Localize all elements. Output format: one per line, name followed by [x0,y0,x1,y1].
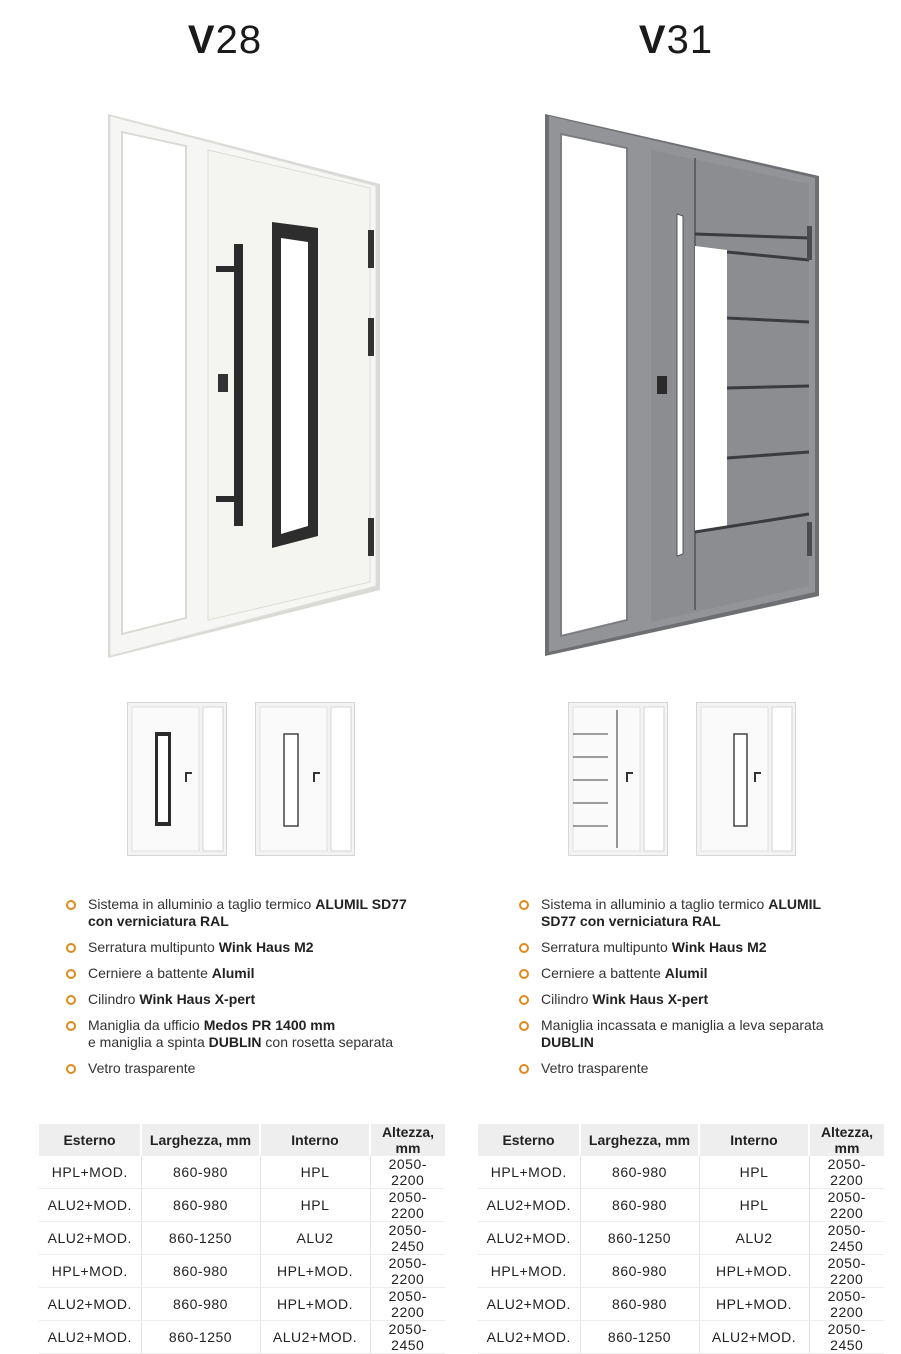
door-render-v28 [100,108,390,668]
feature-text-bold: ALUMIL [768,896,822,912]
feature-text-bold: Alumil [664,965,708,981]
table-row [478,1189,884,1222]
feature-text-bold: Wink Haus M2 [218,939,314,955]
table-cell: 2050-2450 [809,1222,884,1255]
table-cell: HPL [699,1189,809,1222]
table-row [39,1321,445,1354]
feature-item [64,896,434,930]
feature-text: e maniglia a spinta [88,1034,209,1050]
column-header: Esterno [39,1124,141,1156]
table-cell: 860-980 [580,1189,699,1222]
bullet-icon [66,943,76,953]
variant-thumbnail-black-frame [127,702,227,856]
table-cell: ALU2+MOD. [699,1321,809,1354]
variant-thumbnail-plain [696,702,796,856]
table-cell: HPL+MOD. [39,1156,141,1189]
column-header: Altezza, mm [809,1124,884,1156]
variant-thumbnail-grooved [568,702,668,856]
table-cell: HPL [699,1156,809,1189]
feature-text-bold: Wink Haus X-pert [592,991,709,1007]
table-row [478,1321,884,1354]
model-title [0,18,450,63]
table-row [478,1255,884,1288]
bullet-icon [519,995,529,1005]
table-cell: 860-1250 [580,1321,699,1354]
table-cell: HPL [260,1189,370,1222]
table-cell: 2050-2200 [370,1255,445,1288]
table-cell: 2050-2450 [809,1321,884,1354]
feature-text-bold: Wink Haus X-pert [139,991,256,1007]
feature-text: Cerniere a battente [88,965,212,981]
feature-text: Sistema in alluminio a taglio termico [88,896,316,912]
feature-text-bold: Medos PR 1400 mm [203,1017,336,1033]
feature-text-bold: DUBLIN [541,1034,594,1050]
bullet-icon [519,900,529,910]
feature-item [64,991,434,1008]
table-cell: 860-980 [141,1255,260,1288]
feature-text-bold: Wink Haus M2 [671,939,767,955]
door-render-v31 [543,108,823,660]
bullet-icon [66,900,76,910]
table-header-row [478,1124,884,1156]
table-row [478,1222,884,1255]
table-row [39,1222,445,1255]
table-row [39,1288,445,1321]
feature-text: Cerniere a battente [541,965,665,981]
table-row [39,1156,445,1189]
feature-text: con rosetta separata [261,1034,394,1050]
table-cell: 2050-2200 [809,1288,884,1321]
feature-item [517,965,887,982]
bullet-icon [66,1021,76,1031]
table-cell: ALU2+MOD. [39,1222,141,1255]
feature-item [64,939,434,956]
table-cell: 2050-2450 [370,1321,445,1354]
table-cell: 860-980 [580,1156,699,1189]
spec-table-v28 [39,1124,445,1354]
feature-text: Cilindro [541,991,593,1007]
column-header: Interno [260,1124,370,1156]
bullet-icon [519,1064,529,1074]
spec-table-v31 [478,1124,884,1354]
table-cell: HPL+MOD. [478,1255,580,1288]
table-row [478,1288,884,1321]
bullet-icon [519,969,529,979]
table-cell: 860-980 [580,1288,699,1321]
table-cell: ALU2 [699,1222,809,1255]
column-header: Interno [699,1124,809,1156]
feature-text-bold: con verniciatura RAL [88,913,229,929]
table-row [39,1189,445,1222]
model-column-v31 [451,0,901,1353]
table-cell: ALU2+MOD. [260,1321,370,1354]
model-title [451,18,901,63]
table-cell: ALU2+MOD. [39,1189,141,1222]
feature-item [517,1060,887,1077]
table-cell: ALU2+MOD. [478,1189,580,1222]
table-cell: 860-980 [580,1255,699,1288]
feature-item [64,1060,434,1077]
table-cell: ALU2+MOD. [478,1222,580,1255]
table-cell: 860-980 [141,1156,260,1189]
table-cell: HPL+MOD. [260,1255,370,1288]
table-cell: 2050-2200 [370,1156,445,1189]
table-cell: 2050-2200 [809,1156,884,1189]
feature-text: Vetro trasparente [88,1060,196,1076]
table-cell: ALU2+MOD. [478,1288,580,1321]
table-cell: 860-980 [141,1288,260,1321]
feature-text: Maniglia da ufficio [88,1017,204,1033]
table-cell: HPL+MOD. [699,1288,809,1321]
table-cell: 2050-2200 [809,1189,884,1222]
feature-text: Maniglia incassata e maniglia a leva separata [541,1017,824,1033]
table-cell: HPL+MOD. [699,1255,809,1288]
column-header: Larghezza, mm [141,1124,260,1156]
table-row [39,1255,445,1288]
bullet-icon [66,1064,76,1074]
bullet-icon [66,995,76,1005]
model-title-prefix: V [187,18,216,62]
table-cell: HPL+MOD. [478,1156,580,1189]
table-cell: HPL [260,1156,370,1189]
table-cell: HPL+MOD. [39,1255,141,1288]
feature-text-bold: Alumil [211,965,255,981]
table-cell: 2050-2200 [809,1255,884,1288]
table-cell: 2050-2200 [370,1288,445,1321]
feature-item [517,991,887,1008]
table-cell: 860-1250 [580,1222,699,1255]
column-header: Altezza, mm [370,1124,445,1156]
feature-item [517,896,887,930]
feature-text: Serratura multipunto [541,939,672,955]
feature-item [64,965,434,982]
feature-text: Serratura multipunto [88,939,219,955]
table-cell: 2050-2200 [370,1189,445,1222]
model-title-number: 31 [666,18,714,62]
table-header-row [39,1124,445,1156]
model-title-number: 28 [215,18,263,62]
feature-text-bold: DUBLIN [208,1034,262,1050]
table-cell: ALU2+MOD. [478,1321,580,1354]
bullet-icon [519,1021,529,1031]
feature-list-v28 [64,896,434,1086]
feature-text: Sistema in alluminio a taglio termico [541,896,769,912]
table-cell: ALU2+MOD. [39,1288,141,1321]
feature-text-bold: ALUMIL SD77 [315,896,407,912]
feature-text: Vetro trasparente [541,1060,649,1076]
column-header: Larghezza, mm [580,1124,699,1156]
table-cell: 2050-2450 [370,1222,445,1255]
bullet-icon [519,943,529,953]
feature-text-bold: SD77 con verniciatura RAL [541,913,721,929]
table-row [478,1156,884,1189]
table-cell: HPL+MOD. [260,1288,370,1321]
table-cell: 860-1250 [141,1321,260,1354]
feature-text: Cilindro [88,991,140,1007]
feature-list-v31 [517,896,887,1086]
table-cell: 860-980 [141,1189,260,1222]
feature-item [64,1017,434,1051]
table-cell: 860-1250 [141,1222,260,1255]
feature-item [517,939,887,956]
variant-thumbnail-plain [255,702,355,856]
table-cell: ALU2+MOD. [39,1321,141,1354]
table-cell: ALU2 [260,1222,370,1255]
model-title-prefix: V [638,18,667,62]
column-header: Esterno [478,1124,580,1156]
feature-item [517,1017,887,1051]
model-column-v28 [0,0,450,1353]
bullet-icon [66,969,76,979]
